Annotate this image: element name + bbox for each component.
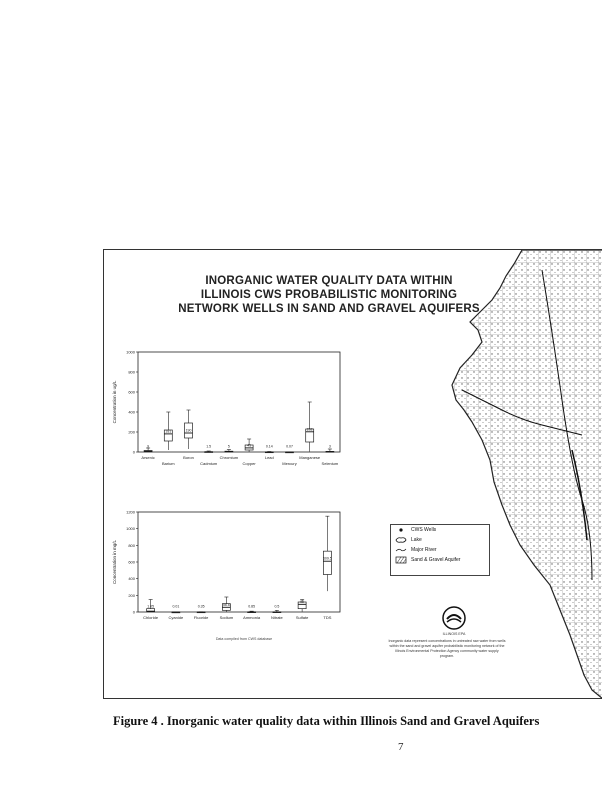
median-label: 1.5 <box>206 444 212 449</box>
legend-row-river <box>391 545 489 555</box>
agency-name: ILLINOIS EPA <box>442 632 466 636</box>
y-tick-label: 1000 <box>126 526 135 532</box>
median-label: 0.35 <box>197 604 205 609</box>
x-category-label: Sodium <box>219 615 234 620</box>
lake-icon <box>395 536 407 544</box>
median-label: 1.05 <box>147 604 155 609</box>
median-label: 0.85 <box>248 604 256 609</box>
x-category-label: Arsenic <box>141 455 155 460</box>
median-label: 0.07 <box>286 444 293 449</box>
legend-label-aquifer: Sand & Gravel Aquifer <box>411 557 461 563</box>
x-category-label: Sulfate <box>295 615 309 620</box>
title-line-2: ILLINOIS CWS PROBABILISTIC MONITORING <box>200 289 458 301</box>
x-category-label: Mercury <box>282 461 297 466</box>
x-category-label: Chromium <box>219 455 239 460</box>
median-label: 3 <box>328 444 331 449</box>
source-note: Data compiled from CWS database <box>215 637 273 641</box>
x-category-label: Cyanide <box>168 615 184 620</box>
x-category-label: Nitrate <box>270 615 283 620</box>
median-label: 9 <box>147 444 150 449</box>
median-label: 41 <box>247 443 252 448</box>
median-label: 181 <box>165 429 172 434</box>
median-label: 609.5 <box>322 556 332 561</box>
median-label: 92 <box>300 599 305 604</box>
dot-icon <box>395 526 407 534</box>
figure-caption: Figure 4 . Inorganic water quality data within Illinois Sand and Gravel Aquifers <box>113 714 540 728</box>
chart-trace-metals-svg <box>108 348 344 476</box>
legend-row-wells <box>391 525 489 535</box>
legend-label-lake: Lake <box>411 537 422 543</box>
x-category-label: Manganese <box>299 455 321 460</box>
y-tick-label: 0 <box>132 449 135 455</box>
median-label: 56.6 <box>222 602 230 607</box>
chart-trace-metals <box>108 348 344 476</box>
y-tick-label: 400 <box>128 576 135 582</box>
x-category-label: Boron <box>183 455 194 460</box>
figure-panel <box>103 249 602 699</box>
x-category-label: Chloride <box>143 615 159 620</box>
map-legend <box>390 524 490 576</box>
y-tick-label: 0 <box>132 609 135 615</box>
y-tick-label: 1200 <box>126 509 135 515</box>
page-number: 7 <box>398 741 404 753</box>
legend-label-wells: CWS Wells <box>411 527 437 533</box>
title-line-1: INORGANIC WATER QUALITY DATA WITHIN <box>205 275 453 287</box>
median-label: 0.5 <box>274 604 280 609</box>
median-label: 0.14 <box>265 444 273 449</box>
x-category-label: Selenium <box>321 461 339 466</box>
x-category-label: Lead <box>264 455 274 460</box>
y-axis-label: Concentration in ug/L <box>112 380 117 424</box>
x-category-label: TDS <box>323 615 332 620</box>
y-axis-label: Concentration in mg/L <box>112 539 117 585</box>
map-disclaimer: Inorganic data represent concentrations in untreated raw water from wells within the sand and gravel aquifer probabilistic monitoring network of the Illinois Environmental Protection Agency community water supply program. <box>388 639 506 658</box>
x-category-label: Cadmium <box>200 461 218 466</box>
y-tick-label: 200 <box>128 592 135 598</box>
y-tick-label: 600 <box>128 559 135 565</box>
y-tick-label: 400 <box>128 409 135 415</box>
x-category-label: Fluoride <box>193 615 209 620</box>
y-tick-label: 800 <box>128 542 135 548</box>
agency-logo-icon <box>442 606 466 630</box>
median-label: 190 <box>185 428 192 433</box>
legend-label-river: Major River <box>411 547 437 553</box>
hatch-icon <box>395 556 407 564</box>
river-line-icon <box>395 546 407 554</box>
y-tick-label: 1000 <box>126 349 135 355</box>
median-label: 5 <box>227 444 230 449</box>
chart-major-ions <box>108 508 344 636</box>
y-tick-label: 200 <box>128 429 135 435</box>
title-line-3: NETWORK WELLS IN SAND AND GRAVEL AQUIFERS <box>178 303 480 315</box>
median-label: 0.01 <box>172 604 180 609</box>
x-category-label: Ammonia <box>243 615 261 620</box>
x-category-label: Copper <box>242 461 256 466</box>
y-tick-label: 600 <box>128 389 135 395</box>
box <box>323 551 331 574</box>
chart-major-ions-svg <box>108 508 344 636</box>
y-tick-label: 800 <box>128 369 135 375</box>
legend-row-aquifer <box>391 555 489 565</box>
median-label: 202 <box>306 427 313 432</box>
plot-area <box>138 512 340 612</box>
legend-row-lake <box>391 535 489 545</box>
x-category-label: Barium <box>161 461 175 466</box>
